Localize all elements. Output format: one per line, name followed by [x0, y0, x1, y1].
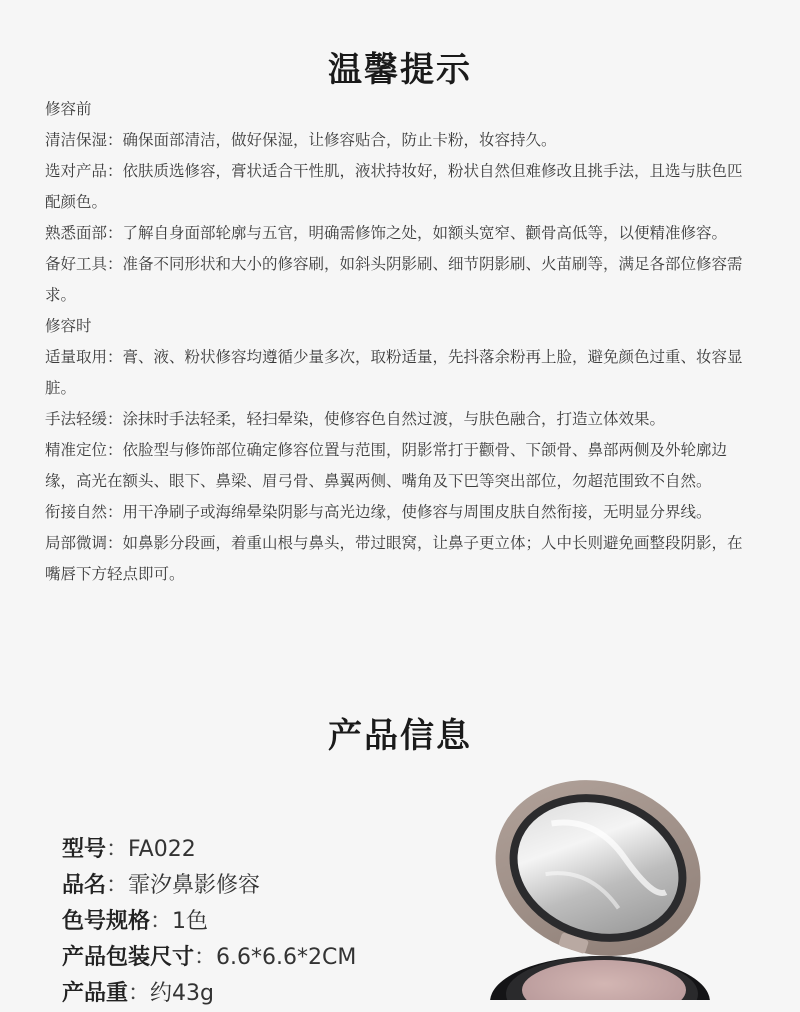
info-separator: ：: [194, 945, 217, 970]
tips-paragraph: 适量取用：膏、液、粉状修容均遵循少量多次，取粉适量，先抖落余粉再上脸，避免颜色过重、妆容显脏。: [45, 348, 743, 397]
tips-paragraph: 备好工具：准备不同形状和大小的修容刷，如斜头阴影刷、细节阴影刷、火苗刷等，满足各部位修容需求。: [45, 255, 743, 304]
tips-paragraph: 局部微调：如鼻影分段画，着重山根与鼻头，带过眼窝，让鼻子更立体；人中长则避免画整段阴影，在嘴唇下方轻点即可。: [45, 534, 743, 583]
tips-paragraph: 清洁保湿：确保面部清洁，做好保湿，让修容贴合，防止卡粉，妆容持久。: [45, 131, 557, 149]
info-separator: ：: [128, 981, 151, 1006]
info-separator: ：: [150, 909, 173, 934]
product-info-list: [62, 832, 356, 1012]
tips-paragraph: 修容时: [45, 317, 92, 335]
info-row-shade: [62, 904, 356, 940]
tips-paragraph: 选对产品：依肤质选修容，膏状适合干性肌，液状持妆好，粉状自然但难修改且挑手法，且选与肤色匹配颜色。: [45, 162, 743, 211]
info-row-weight: [62, 976, 356, 1012]
tips-paragraph: 精准定位：依脸型与修饰部位确定修容位置与范围，阴影常打于颧骨、下颌骨、鼻部两侧及外轮廓边缘，高光在额头、眼下、鼻梁、眉弓骨、鼻翼两侧、嘴角及下巴等突出部位，勿超范围致不自然。: [45, 441, 728, 490]
tips-body: [45, 94, 750, 590]
info-separator: ：: [106, 837, 129, 862]
tips-paragraph: 手法轻缓：涂抹时手法轻柔，轻扫晕染，使修容色自然过渡，与肤色融合，打造立体效果。: [45, 410, 666, 428]
info-value: 6.6*6.6*2CM: [216, 945, 357, 970]
info-value: 1色: [172, 909, 209, 934]
info-row-name: [62, 868, 356, 904]
info-value: 约43g: [150, 981, 214, 1006]
info-label: 产品包装尺寸: [62, 945, 195, 970]
info-label: 产品重: [62, 981, 129, 1006]
info-label: 色号规格: [62, 909, 151, 934]
info-label: 型号: [62, 837, 107, 862]
compact-product-image: [480, 780, 800, 1000]
tips-paragraph: 修容前: [45, 100, 92, 118]
compact-lid: [480, 780, 723, 982]
info-row-package-size: [62, 940, 356, 976]
tips-paragraph: 衔接自然：用干净刷子或海绵晕染阴影与高光边缘，使修容与周围皮肤自然衔接，无明显分界线。: [45, 503, 712, 521]
compact-base: [490, 956, 710, 1000]
info-row-model: [62, 832, 356, 868]
tips-title: 温馨提示: [328, 50, 472, 90]
info-value: FA022: [128, 837, 196, 862]
info-value: 霏汐鼻影修容: [128, 873, 261, 898]
info-separator: ：: [106, 873, 129, 898]
tips-paragraph: 熟悉面部：了解自身面部轮廓与五官，明确需修饰之处，如额头宽窄、颧骨高低等，以便精准修容。: [45, 224, 728, 242]
product-info-title: 产品信息: [328, 716, 472, 756]
info-label: 品名: [62, 873, 107, 898]
